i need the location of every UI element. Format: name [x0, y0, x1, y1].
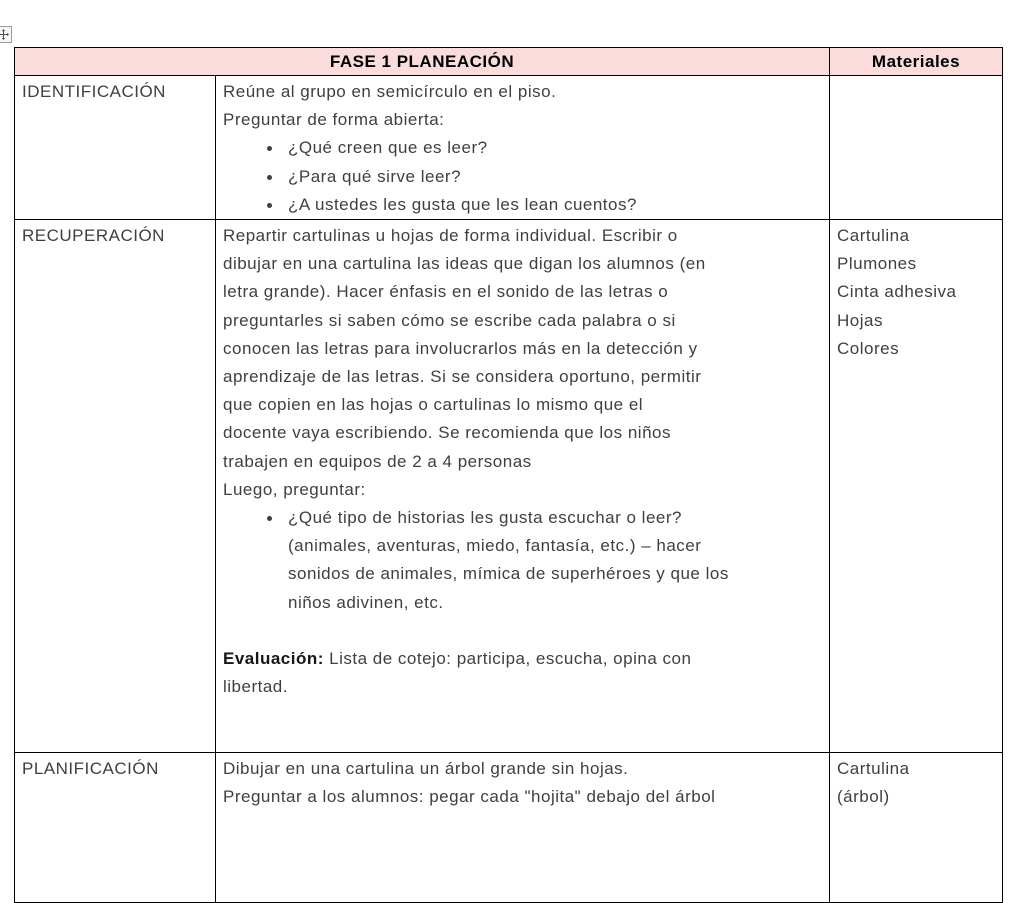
- lesson-plan-table: [14, 47, 1003, 903]
- text-line: docente vaya escribiendo. Se recomienda que los niños: [223, 419, 823, 447]
- recuperacion-content-cell: [216, 220, 830, 753]
- materials-item: Cartulina: [837, 222, 996, 250]
- four-way-arrow-icon: [0, 29, 9, 40]
- bullet-line: [223, 504, 823, 532]
- bullet-line: [223, 134, 823, 162]
- text-line: Reúne al grupo en semicírculo en el piso.: [223, 78, 823, 106]
- table-move-handle-icon[interactable]: [0, 26, 12, 43]
- phase-header-cell: [15, 48, 830, 76]
- row-planificacion: [15, 753, 1003, 903]
- materials-item: Colores: [837, 335, 996, 363]
- evaluation-label: Evaluación:: [223, 649, 324, 668]
- bullet-text: ¿Para qué sirve leer?: [288, 167, 461, 186]
- row-identificacion: [15, 76, 1003, 220]
- identificacion-label-cell: [15, 76, 216, 220]
- bullet-icon: [267, 175, 272, 180]
- text-line: Dibujar en una cartulina un árbol grande sin hojas.: [223, 755, 823, 783]
- recuperacion-materials-cell: [830, 220, 1003, 753]
- table-header-row: [15, 48, 1003, 76]
- bullet-line: [223, 191, 823, 219]
- text-line: Repartir cartulinas u hojas de forma individual. Escribir o: [223, 222, 823, 250]
- bullet-line: [223, 163, 823, 191]
- identificacion-materials-cell: [830, 76, 1003, 220]
- text-line: trabajen en equipos de 2 a 4 personas: [223, 448, 823, 476]
- evaluation-line-2: libertad.: [223, 673, 823, 701]
- materials-item: (árbol): [837, 783, 996, 811]
- blank-line: [223, 617, 823, 645]
- text-line: dibujar en una cartulina las ideas que digan los alumnos (en: [223, 250, 823, 278]
- materials-header: Materiales: [872, 52, 960, 71]
- row-label: PLANIFICACIÓN: [22, 755, 209, 783]
- text-line: Preguntar a los alumnos: pegar cada "hojita" debajo del árbol: [223, 783, 823, 811]
- materials-item: Cartulina: [837, 755, 996, 783]
- evaluation-line: [223, 645, 823, 673]
- row-recuperacion: [15, 220, 1003, 753]
- text-line: que copien en las hojas o cartulinas lo mismo que el: [223, 391, 823, 419]
- row-label: IDENTIFICACIÓN: [22, 78, 209, 106]
- bullet-text: ¿A ustedes les gusta que les lean cuentos?: [288, 195, 637, 214]
- planificacion-content-cell: [216, 753, 830, 903]
- materials-item: Plumones: [837, 250, 996, 278]
- text-line: conocen las letras para involucrarlos más en la detección y: [223, 335, 823, 363]
- evaluation-text: Lista de cotejo: participa, escucha, opina con: [324, 649, 692, 668]
- bullet-continuation-line: niños adivinen, etc.: [223, 589, 823, 617]
- phase-title: FASE 1 PLANEACIÓN: [330, 52, 514, 71]
- text-line: Preguntar de forma abierta:: [223, 106, 823, 134]
- planificacion-materials-cell: [830, 753, 1003, 903]
- row-label: RECUPERACIÓN: [22, 222, 209, 250]
- bullet-text: ¿Qué creen que es leer?: [288, 138, 488, 157]
- materials-item: Hojas: [837, 307, 996, 335]
- bullet-icon: [267, 203, 272, 208]
- materials-item: Cinta adhesiva: [837, 278, 996, 306]
- text-line: letra grande). Hacer énfasis en el sonido de las letras o: [223, 278, 823, 306]
- text-line: preguntarles si saben cómo se escribe cada palabra o si: [223, 307, 823, 335]
- bullet-icon: [267, 146, 272, 151]
- bullet-continuation-line: sonidos de animales, mímica de superhéroes y que los: [223, 560, 823, 588]
- materials-header-cell: [830, 48, 1003, 76]
- identificacion-content-cell: [216, 76, 830, 220]
- recuperacion-label-cell: [15, 220, 216, 753]
- bullet-icon: [267, 516, 272, 521]
- bullet-text: ¿Qué tipo de historias les gusta escuchar o leer?: [288, 508, 682, 527]
- text-line: Luego, preguntar:: [223, 476, 823, 504]
- text-line: aprendizaje de las letras. Si se considera oportuno, permitir: [223, 363, 823, 391]
- planificacion-label-cell: [15, 753, 216, 903]
- bullet-continuation-line: (animales, aventuras, miedo, fantasía, etc.) – hacer: [223, 532, 823, 560]
